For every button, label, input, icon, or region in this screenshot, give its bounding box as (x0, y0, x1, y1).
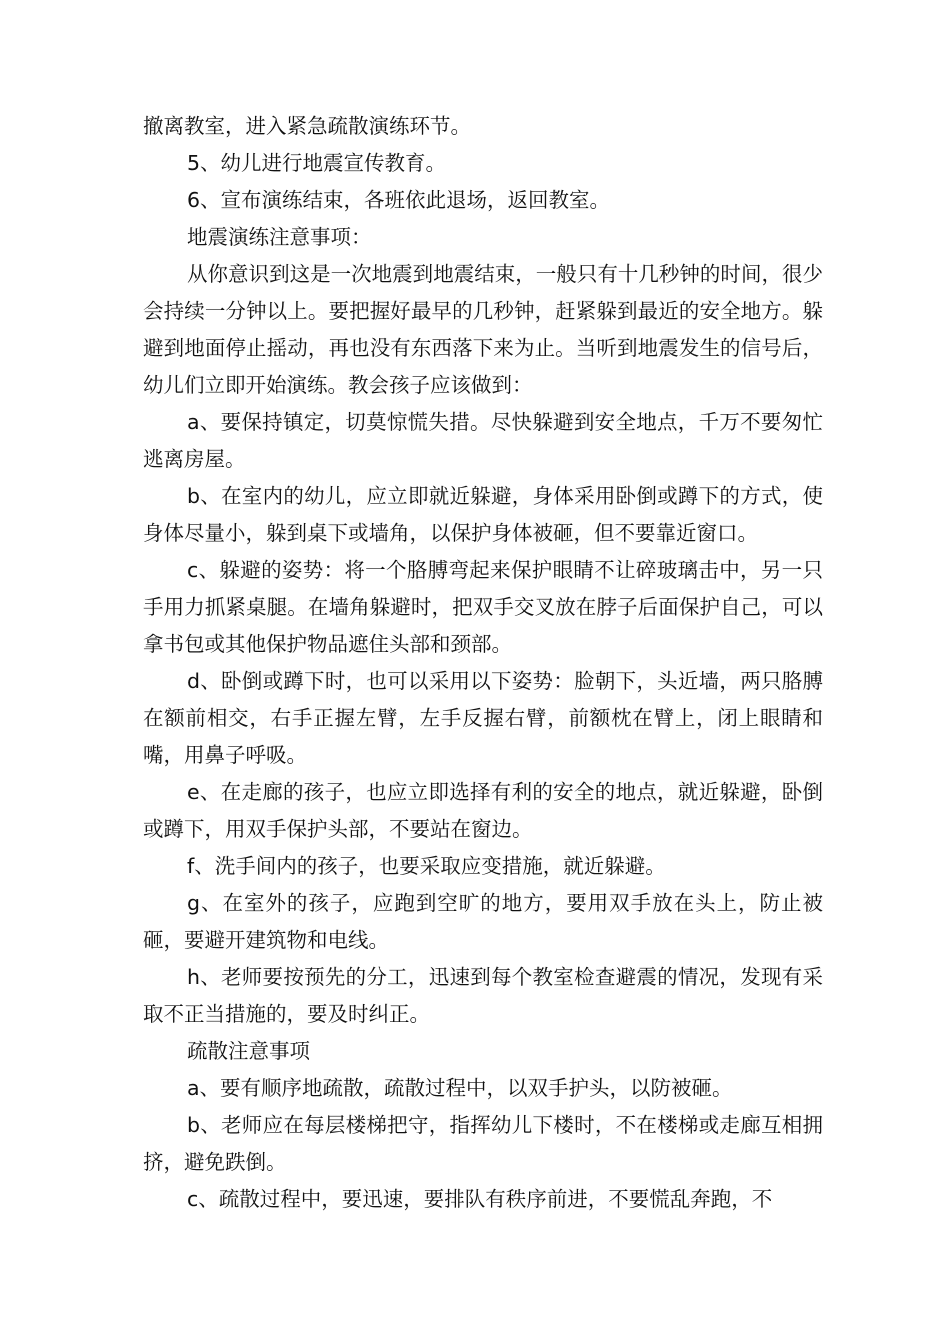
paragraph-intro: 从你意识到这是一次地震到地震结束，一般只有十几秒钟的时间，很少会持续一分钟以上。要把握好最早的几秒钟，赶紧躲到最近的安全地方。躲避到地面停止摇动，再也没有东西落下来为止。当听到地震发生的信号后，幼儿们立即开始演练。教会孩子应该做到： (143, 262, 823, 397)
paragraph-evac-c: c、疏散过程中，要迅速，要排队有秩序前进，不要慌乱奔跑，不 (187, 1187, 773, 1211)
paragraph-step-6: 6、宣布演练结束，各班依此退场，返回教室。 (187, 188, 611, 212)
paragraph-item-e: e、在走廊的孩子，也应立即选择有利的安全的地点，就近躲避，卧倒或蹲下，用双手保护头部，不要站在窗边。 (143, 780, 823, 841)
paragraph-item-b: b、在室内的幼儿，应立即就近躲避，身体采用卧倒或蹲下的方式，使身体尽量小，躲到桌下或墙角，以保护身体被砸，但不要靠近窗口。 (143, 484, 823, 545)
paragraph-item-d: d、卧倒或蹲下时，也可以采用以下姿势：脸朝下，头近墙，两只胳膊在额前相交，右手正握左臂，左手反握右臂，前额枕在臂上，闭上眼睛和嘴，用鼻子呼吸。 (143, 669, 823, 767)
paragraph-evac-a: a、要有顺序地疏散，疏散过程中，以双手护头，以防被砸。 (187, 1076, 733, 1100)
document-page (143, 108, 823, 1218)
section-heading-evacuation-notes: 疏散注意事项 (187, 1039, 310, 1063)
paragraph-item-g: g、在室外的孩子，应跑到空旷的地方，要用双手放在头上，防止被砸，要避开建筑物和电线。 (143, 891, 823, 952)
paragraph-item-c: c、躲避的姿势：将一个胳膊弯起来保护眼睛不让碎玻璃击中，另一只手用力抓紧桌腿。在墙角躲避时，把双手交叉放在脖子后面保护自己，可以拿书包或其他保护物品遮住头部和颈部。 (143, 558, 823, 656)
paragraph-step-5: 5、幼儿进行地震宣传教育。 (187, 151, 447, 175)
paragraph-evac-b: b、老师应在每层楼梯把守，指挥幼儿下楼时，不在楼梯或走廊互相拥挤，避免跌倒。 (143, 1113, 823, 1174)
paragraph-continuation: 撤离教室，进入紧急疏散演练环节。 (143, 114, 471, 138)
paragraph-item-a: a、要保持镇定，切莫惊慌失措。尽快躲避到安全地点，千万不要匆忙逃离房屋。 (143, 410, 823, 471)
section-heading-drill-notes: 地震演练注意事项： (187, 225, 372, 249)
paragraph-item-h: h、老师要按预先的分工，迅速到每个教室检查避震的情况，发现有采取不正当措施的，要及时纠正。 (143, 965, 823, 1026)
paragraph-item-f: f、洗手间内的孩子，也要采取应变措施，就近躲避。 (187, 854, 666, 878)
